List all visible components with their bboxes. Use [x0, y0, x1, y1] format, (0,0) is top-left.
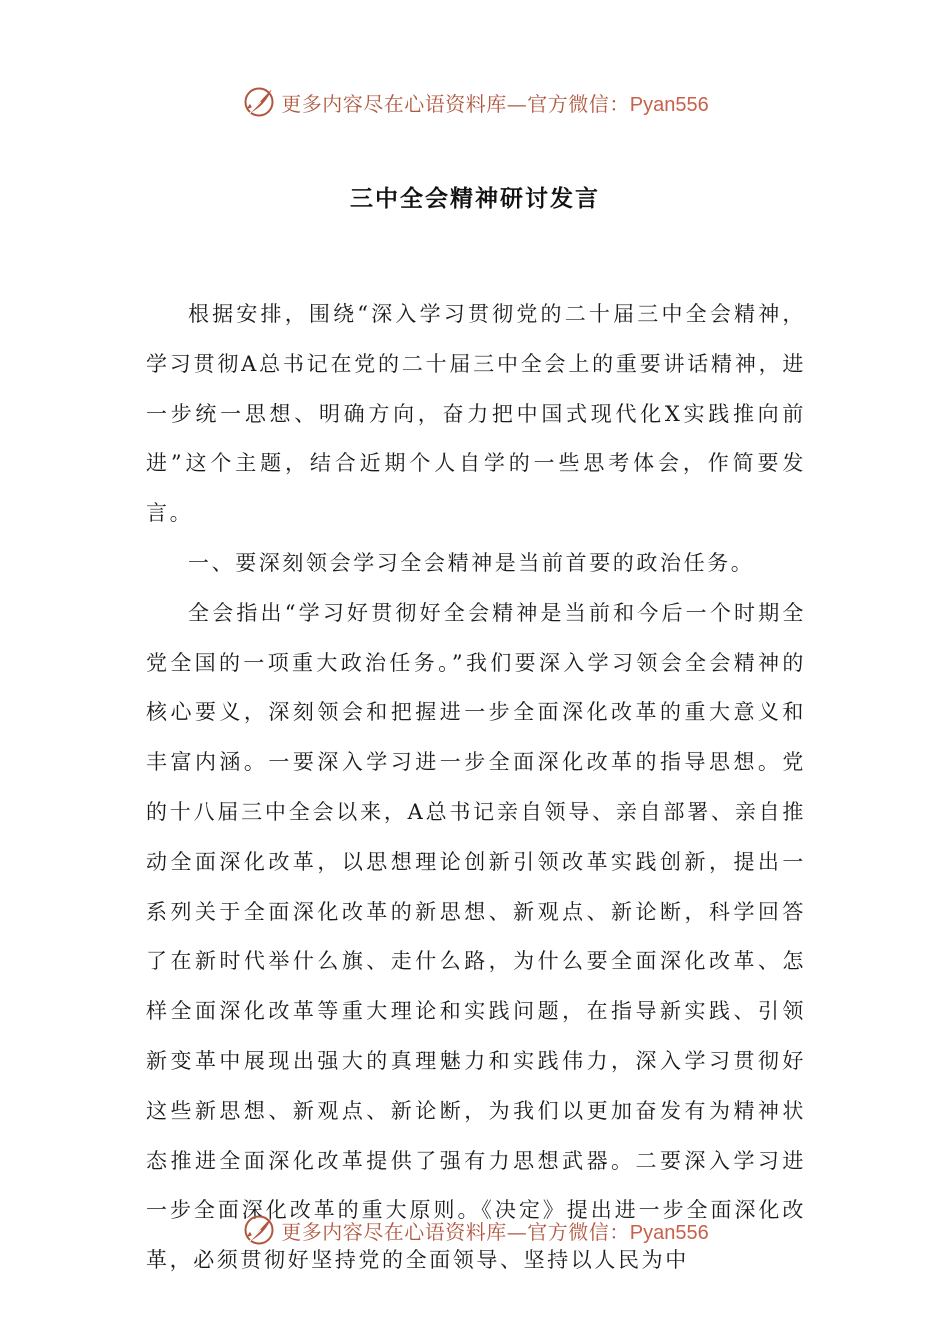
feather-pen-logo-icon [241, 84, 277, 120]
paragraph-heading-one: 一、要深刻领会学习全会精神是当前首要的政治任务。 [188, 550, 755, 575]
wechat-id: Pyan556 [629, 1221, 709, 1244]
watermark-text: 更多内容尽在心语资料库—官方微信：Pyan556 [281, 91, 709, 116]
document-title: 三中全会精神研讨发言 [350, 185, 600, 212]
paragraph-main: 全会指出“学习好贯彻好全会精神是当前和今后一个时期全党全国的一项重大政治任务。”我们要深入学习领会全会精神的核心要义，深刻领会和把握进一步全面深化改革的重大意义和丰富内涵。一要深入学习进一步全面深化改革的指导思想。党的十八届三中全会以来，A总书记亲自领导、亲自部署、亲自推动全面深化改革，以思想理论创新引领改革实践创新，提出一系列关于全面深化改革的新思想、新观点、新论断，科学回答了在新时代举什么旗、走什么路，为什么要全面深化改革、怎样全面深化改革等重大理论和实践问题，在指导新实践、引领新变革中展现出强大的真理魅力和实践伟力，深入学习贯彻好这些新思想、新观点、新论断，为我们以更加奋发有为精神状态推进全面深化改革提供了强有力思想武器。二要深入学习进一步全面深化改革的重大原则。《决定》提出进一步全面深化改革，必须贯彻好坚持党的全面领导、坚持以人民为中 [146, 600, 806, 1273]
feather-pen-logo-icon [241, 1212, 277, 1248]
wechat-id: Pyan556 [629, 93, 709, 116]
document-body [146, 290, 806, 1286]
paragraph-intro: 根据安排，围绕“深入学习贯彻党的二十届三中全会精神，学习贯彻A总书记在党的二十届三中全会上的重要讲话精神，进一步统一思想、明确方向，奋力把中国式现代化X实践推向前进”这个主题，结合近期个人自学的一些思考体会，作简要发言。 [146, 302, 806, 526]
header-watermark-banner [0, 82, 950, 122]
watermark-text: 更多内容尽在心语资料库—官方微信：Pyan556 [281, 1219, 709, 1244]
footer-watermark-banner [0, 1210, 950, 1250]
